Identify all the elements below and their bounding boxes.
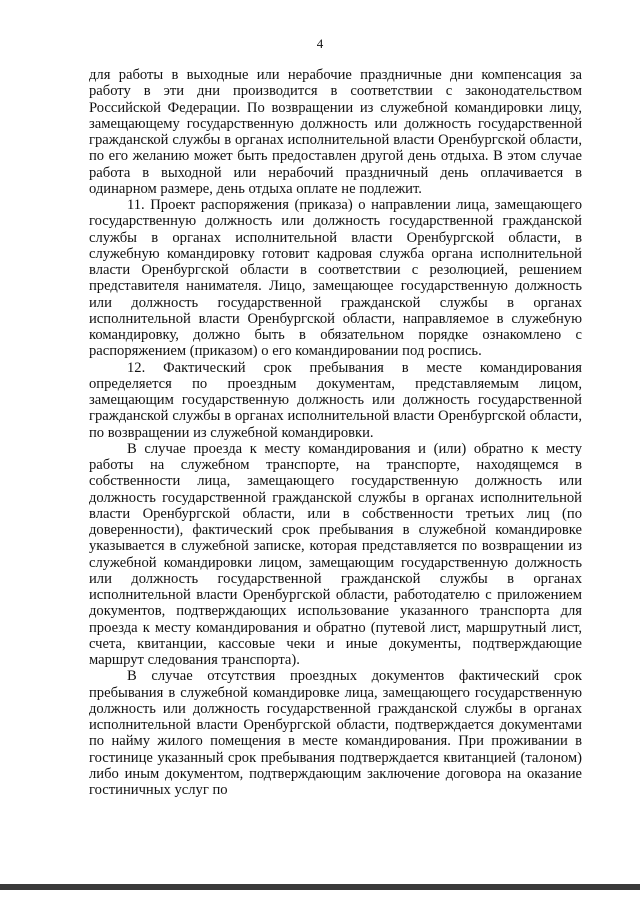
- page-number: 4: [316, 36, 324, 51]
- paragraph-own-transport: В случае проезда к месту командирования и (или) обратно к месту работы на служебном транспорте, на транспорте, находящемся в собственности лица, замещающего государственную должность или должность государственной гражданской службы в органах исполнительной власти Оренбургской области, или в собственности третьих лиц (по доверенности), фактический срок пребывания в служебной командировке указывается в служебной записке, которая представляется по возвращении из служебной командировки лицом, замещающим государственную должность или должность государственной гражданской службы в органах исполнительной власти Оренбургской области, работодателю с приложением документов, подтверждающих использование указанного транспорта для проезда к месту командирования и обратно (путевой лист, маршрутный лист, счета, квитанции, кассовые чеки и иные документы, подтверждающие маршрут следования транспорта).: [89, 440, 582, 668]
- scan-bottom-edge: [0, 884, 640, 890]
- document-body: [89, 67, 582, 798]
- paragraph-continuation: для работы в выходные или нерабочие праздничные дни компенсация за работу в эти дни производится в соответствии с законодательством Российской Федерации. По возвращении из служебной командировки лицу, замещающему государственную должность или должность государственной гражданской службы в органах исполнительной власти Оренбургской области, по его желанию может быть предоставлен другой день отдыха. В этом случае работа в выходной или нерабочий праздничный день оплачивается в одинарном размере, день отдыха оплате не подлежит.: [89, 67, 582, 197]
- paragraph-clause-12: 12. Фактический срок пребывания в месте командирования определяется по проездным документам, представляемым лицом, замещающим государственную должность или должность государственной гражданской службы в органах исполнительной власти Оренбургской области, по возвращении из служебной командировки.: [89, 359, 582, 441]
- paragraph-no-travel-documents: В случае отсутствия проездных документов фактический срок пребывания в служебной командировке лица, замещающего государственную должность или должность государственной гражданской службы в органах исполнительной власти Оренбургской области, подтверждается документами по найму жилого помещения в месте командирования. При проживании в гостинице указанный срок пребывания подтверждается квитанцией (талоном) либо иным документом, подтверждающим заключение договора на оказание гостиничных услуг по: [89, 668, 582, 798]
- paragraph-clause-11: 11. Проект распоряжения (приказа) о направлении лица, замещающего государственную должность или должность государственной гражданской службы в органах исполнительной власти Оренбургской области, в служебную командировку готовит кадровая служба органа исполнительной власти Оренбургской области в соответствии с резолюцией, решением представителя нанимателя. Лицо, замещающее государственную должность или должность государственной гражданской службы в органах исполнительной власти Оренбургской области, направляемое в служебную командировку, должно быть в обязательном порядке ознакомлено с распоряжением (приказом) о его командировании под роспись.: [89, 197, 582, 360]
